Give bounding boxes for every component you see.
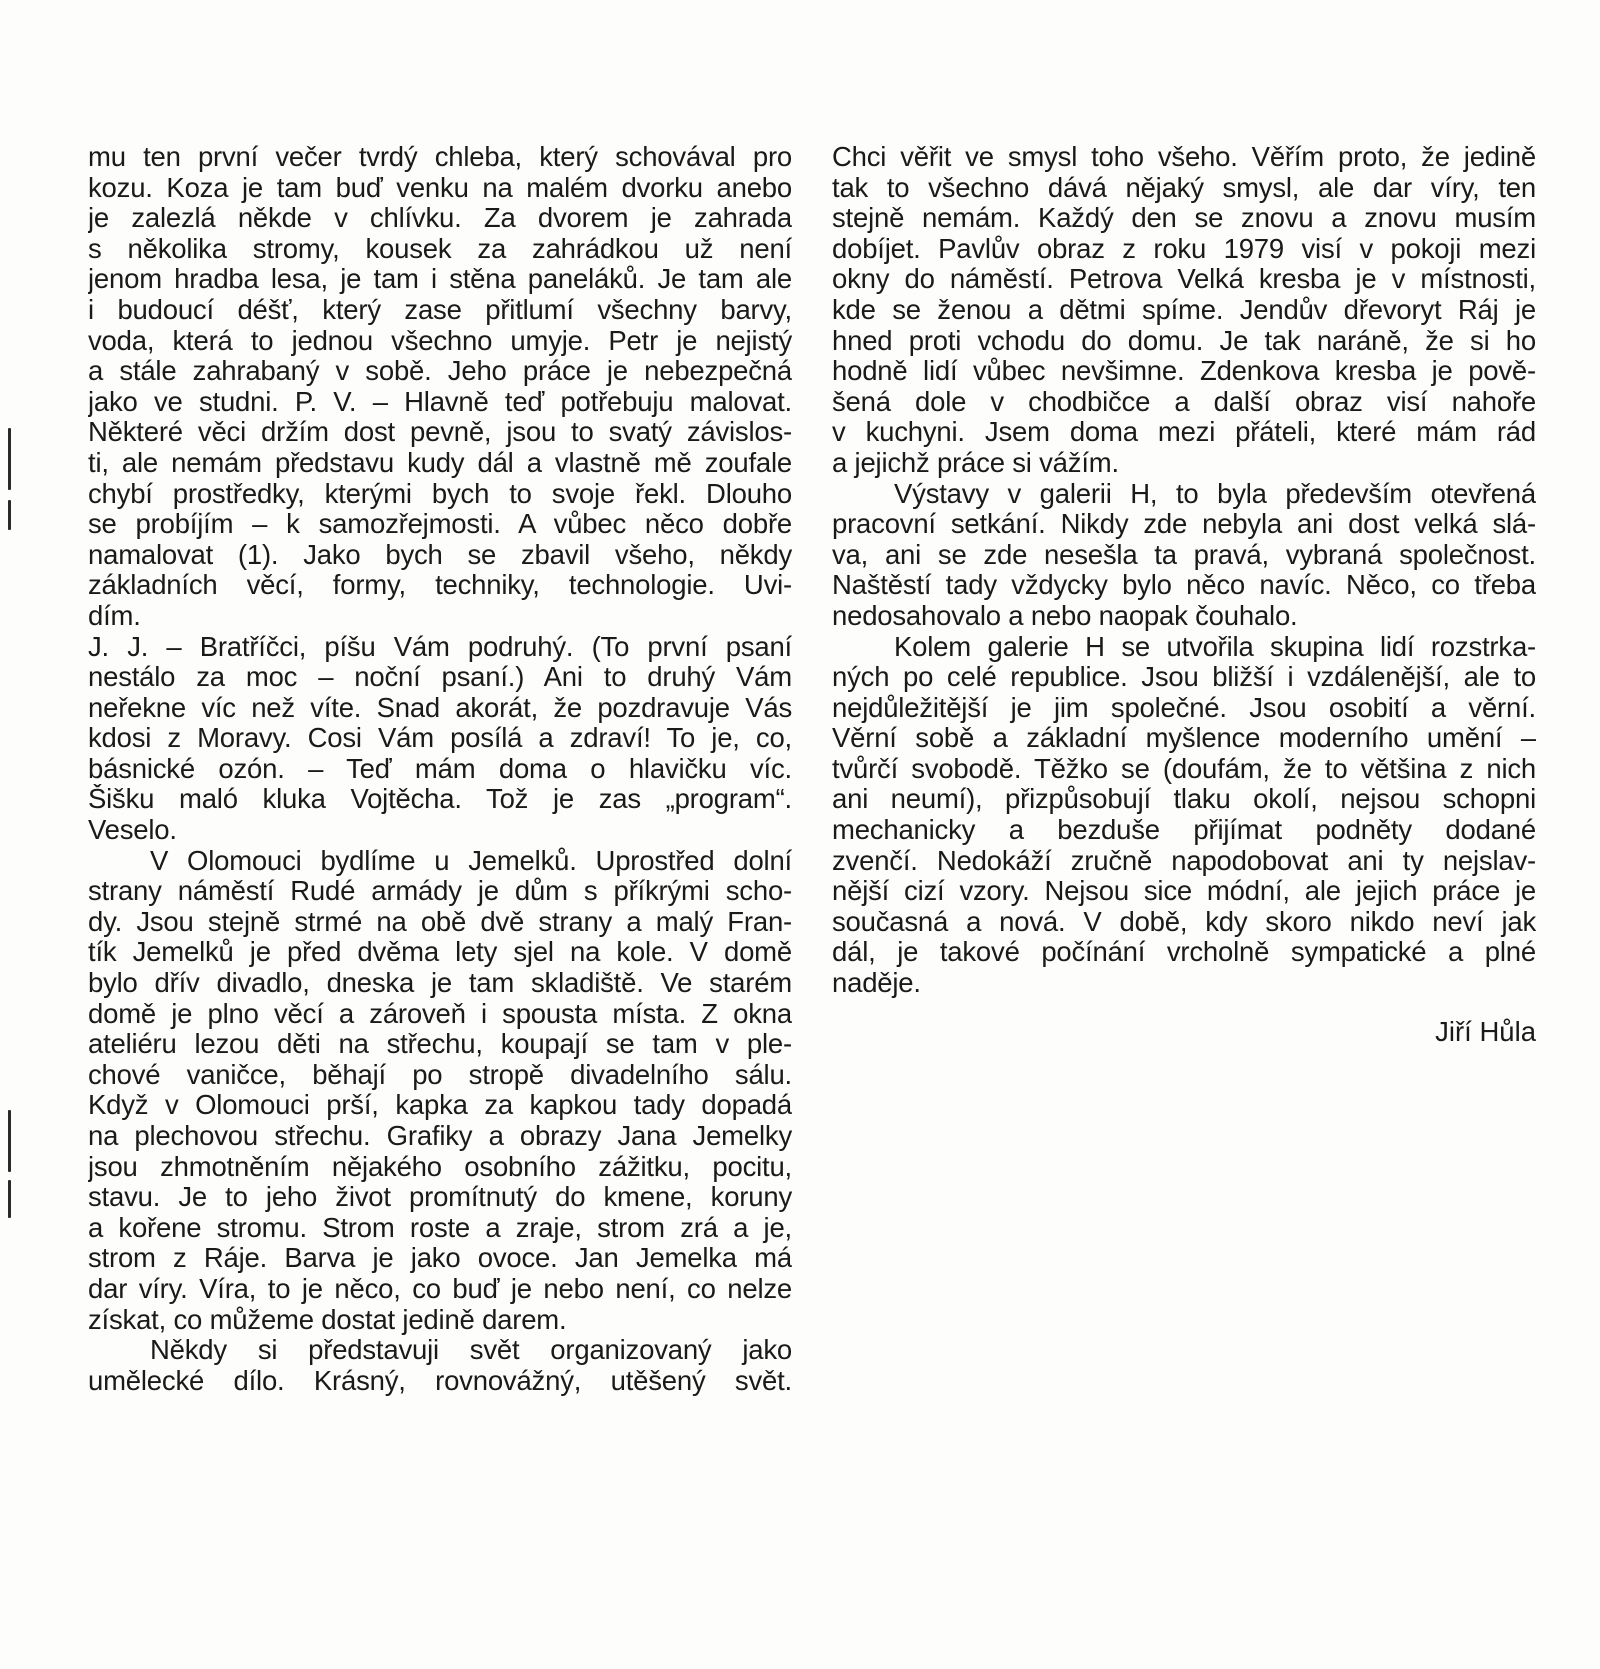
text-line: ti, ale nemám představu kudy dál a vlastně mě zoufale — [88, 447, 792, 478]
text-line: stavu. Je to jeho život promítnutý do kmene, koruny — [88, 1182, 792, 1213]
text-line: hodně lidí vůbec nevšimne. Zdenkova kresba je pově- — [832, 356, 1536, 387]
text-line: Naštěstí tady vždycky bylo něco navíc. Něco, co třeba — [832, 570, 1536, 601]
text-line: Někdy si představuji svět organizovaný jako — [150, 1335, 792, 1366]
text-line: v kuchyni. Jsem doma mezi přáteli, které mám rád — [832, 417, 1536, 448]
text-line: Výstavy v galerii H, to byla především otevřená — [894, 478, 1536, 509]
text-line: dál, je takové počínání vrcholně sympatické a plné — [832, 937, 1536, 968]
text-line: strom z Ráje. Barva je jako ovoce. Jan Jemelka má — [88, 1243, 792, 1274]
text-line: naděje. — [832, 967, 921, 999]
text-line: mechanicky a bezduše přijímat podněty dodané — [832, 815, 1536, 846]
text-line: tak to všechno dává nějaký smysl, ale dar víry, ten — [832, 172, 1536, 203]
text-line: nestálo za moc – noční psaní.) Ani to druhý Vám — [88, 662, 792, 693]
text-line: pracovní setkání. Nikdy zde nebyla ani dost velká slá- — [832, 509, 1536, 540]
text-column-right — [832, 142, 1536, 999]
text-line: Některé věci držím dost pevně, jsou to svatý závislos- — [88, 417, 792, 448]
text-line: hned proti vchodu do domu. Je tak naráně, že si ho — [832, 325, 1536, 356]
text-line: jsou zhmotněním nějakého osobního zážitku, pocitu, — [88, 1151, 792, 1182]
text-line: dím. — [88, 599, 141, 631]
text-line: základních věcí, formy, techniky, technologie. Uvi- — [88, 570, 792, 601]
text-line: Když v Olomouci prší, kapka za kapkou tady dopadá — [88, 1090, 792, 1121]
text-line: Kolem galerie H se utvořila skupina lidí rozstrka- — [894, 631, 1536, 662]
text-column-left — [88, 142, 792, 1396]
text-line: stejně nemám. Každý den se znovu a znovu musím — [832, 203, 1536, 234]
text-line: nejdůležitější je jim společné. Jsou osobití a věrní. — [832, 692, 1536, 723]
text-line: strany náměstí Rudé armády je dům s příkrými scho- — [88, 876, 792, 907]
text-line: s několika stromy, kousek za zahrádkou už není — [88, 233, 792, 264]
text-line: umělecké dílo. Krásný, rovnovážný, utěšený svět. — [88, 1365, 792, 1396]
text-line: nější cizí vzory. Nejsou sice módní, ale jejich práce je — [832, 876, 1536, 907]
binding-mark-top-2 — [8, 500, 11, 530]
text-line: chové vaničce, běhají po stropě divadelního sálu. — [88, 1059, 792, 1090]
text-line: básnické ozón. – Teď mám doma o hlavičku víc. — [88, 753, 792, 784]
text-line: jako ve studni. P. V. – Hlavně teď potřebuju malovat. — [88, 386, 792, 417]
text-line: okny do náměstí. Petrova Velká kresba je v místnosti, — [832, 264, 1536, 295]
text-line: získat, co můžeme dostat jedině darem. — [88, 1303, 567, 1335]
text-line: a jejichž práce si vážím. — [832, 446, 1119, 478]
binding-mark-top-1 — [8, 428, 11, 490]
text-line: ných po celé republice. Jsou bližší i vzdálenější, ale to — [832, 662, 1536, 693]
text-line: šená dole v chodbičce a další obraz visí nahoře — [832, 386, 1536, 417]
binding-mark-bottom-2 — [8, 1180, 11, 1218]
text-line: V Olomouci bydlíme u Jemelků. Uprostřed dolní — [150, 845, 792, 876]
text-line: jenom hradba lesa, je tam i stěna paneláků. Je tam ale — [88, 264, 792, 295]
text-line: tvůrčí svobodě. Těžko se (doufám, že to většina z nich — [832, 753, 1536, 784]
text-line: dar víry. Víra, to je něco, co buď je nebo není, co nelze — [88, 1273, 792, 1304]
text-line: J. J. – Bratříčci, píšu Vám podruhý. (To první psaní — [88, 631, 792, 662]
text-line: dy. Jsou stejně strmé na obě dvě strany a malý Fran- — [88, 906, 792, 937]
text-line: kdosi z Moravy. Cosi Vám posílá a zdraví! To je, co, — [88, 723, 792, 754]
text-line: ateliéru lezou děti na střechu, koupají se tam v ple- — [88, 1029, 792, 1060]
text-line: nedosahovalo a nebo naopak čouhalo. — [832, 599, 1298, 631]
text-line: i budoucí déšť, který zase přitlumí všechny barvy, — [88, 294, 792, 325]
text-line: a stále zahrabaný v sobě. Jeho práce je nebezpečná — [88, 356, 792, 387]
text-line: na plechovou střechu. Grafiky a obrazy Jana Jemelky — [88, 1121, 792, 1151]
text-line: domě je plno věcí a zároveň i spousta místa. Z okna — [88, 998, 792, 1029]
text-line: ani neumí), přizpůsobují tlaku okolí, nejsou schopni — [832, 784, 1536, 815]
text-line: a kořene stromu. Strom roste a zraje, strom zrá a je, — [88, 1212, 792, 1243]
text-line: kozu. Koza je tam buď venku na malém dvorku anebo — [88, 172, 792, 203]
text-line: va, ani se zde nesešla ta pravá, vybraná společnost. — [832, 539, 1536, 570]
text-line: kde se ženou a dětmi spíme. Jendův dřevoryt Ráj je — [832, 294, 1536, 325]
text-line: je zalezlá někde v chlívku. Za dvorem je zahrada — [88, 203, 792, 234]
text-line: dobíjet. Pavlův obraz z roku 1979 visí v pokoji mezi — [832, 233, 1536, 264]
binding-mark-bottom-1 — [8, 1110, 11, 1172]
text-line: namalovat (1). Jako bych se zbavil všeho, někdy — [88, 539, 792, 570]
text-line: chybí prostředky, kterými bych to svoje řekl. Dlouho — [88, 478, 792, 509]
text-line: mu ten první večer tvrdý chleba, který schovával pro — [88, 142, 792, 172]
text-line: Šišku maló kluka Vojtěcha. Tož je zas „program“. — [88, 784, 792, 815]
text-line: tík Jemelků je před dvěma lety sjel na kole. V domě — [88, 937, 792, 968]
text-line: zvenčí. Nedokáží zručně napodobovat ani ty nejslav- — [832, 845, 1536, 876]
text-line: se probíjím – k samozřejmosti. A vůbec něco dobře — [88, 509, 792, 540]
author-signature: Jiří Hůla — [1435, 1016, 1536, 1047]
text-line: současná a nová. V době, kdy skoro nikdo neví jak — [832, 906, 1536, 937]
text-line: bylo dřív divadlo, dneska je tam skladiště. Ve starém — [88, 968, 792, 999]
text-line: voda, která to jednou všechno umyje. Petr je nejistý — [88, 325, 792, 356]
text-line: Veselo. — [88, 814, 177, 846]
text-line: Věrní sobě a základní myšlence moderního umění – — [832, 723, 1536, 754]
text-line: neřekne víc než víte. Snad akorát, že pozdravuje Vás — [88, 692, 792, 723]
text-line: Chci věřit ve smysl toho všeho. Věřím proto, že jedině — [832, 142, 1536, 172]
